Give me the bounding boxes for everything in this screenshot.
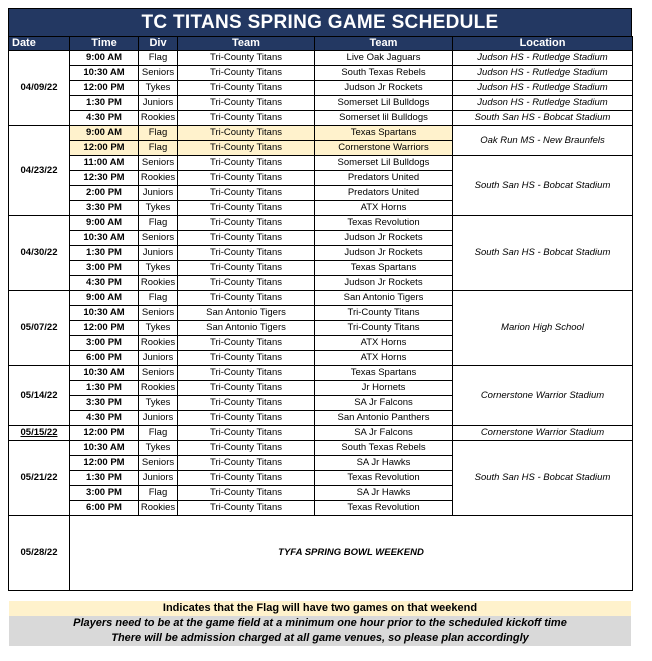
game-time: 1:30 PM: [70, 471, 139, 486]
team-home: Tri-County Titans: [178, 171, 315, 186]
bowl-date: 05/28/22: [9, 516, 70, 591]
team-away: Texas Revolution: [315, 471, 453, 486]
admission-note: There will be admission charged at all game venues, so please plan accordingly: [9, 631, 631, 646]
table-row: [9, 66, 633, 81]
team-home: Tri-County Titans: [178, 141, 315, 156]
game-division: Flag: [139, 486, 178, 501]
team-away: Somerset lil Bulldogs: [315, 111, 453, 126]
bowl-row: [9, 516, 633, 591]
game-division: Rookies: [139, 336, 178, 351]
game-date: 05/15/22: [9, 426, 70, 441]
game-division: Juniors: [139, 246, 178, 261]
team-away: Texas Revolution: [315, 501, 453, 516]
team-home: Tri-County Titans: [178, 291, 315, 306]
game-division: Flag: [139, 141, 178, 156]
team-away: ATX Horns: [315, 351, 453, 366]
team-away: Texas Spartans: [315, 366, 453, 381]
game-division: Rookies: [139, 501, 178, 516]
team-away: SA Jr Falcons: [315, 396, 453, 411]
header-div: Div: [139, 37, 178, 51]
game-division: Seniors: [139, 156, 178, 171]
table-row: [9, 366, 633, 381]
game-division: Flag: [139, 216, 178, 231]
game-time: 12:00 PM: [70, 321, 139, 336]
team-away: San Antonio Tigers: [315, 291, 453, 306]
game-location: Judson HS - Rutledge Stadium: [453, 96, 633, 111]
team-away: Cornerstone Warriors: [315, 141, 453, 156]
team-away: ATX Horns: [315, 201, 453, 216]
table-row: [9, 96, 633, 111]
game-time: 4:30 PM: [70, 276, 139, 291]
team-away: South Texas Rebels: [315, 66, 453, 81]
team-away: Judson Jr Rockets: [315, 276, 453, 291]
game-time: 3:30 PM: [70, 396, 139, 411]
game-time: 4:30 PM: [70, 111, 139, 126]
game-division: Rookies: [139, 276, 178, 291]
game-time: 10:30 AM: [70, 231, 139, 246]
arrival-note: Players need to be at the game field at a minimum one hour prior to the scheduled kickoff time: [9, 616, 631, 631]
game-division: Juniors: [139, 96, 178, 111]
team-home: Tri-County Titans: [178, 411, 315, 426]
team-home: Tri-County Titans: [178, 366, 315, 381]
table-row: [9, 51, 633, 66]
game-division: Tykes: [139, 396, 178, 411]
team-home: San Antonio Tigers: [178, 321, 315, 336]
team-home: Tri-County Titans: [178, 441, 315, 456]
team-away: San Antonio Panthers: [315, 411, 453, 426]
team-away: Texas Spartans: [315, 261, 453, 276]
schedule-sheet: [8, 8, 632, 591]
game-date: 05/14/22: [9, 366, 70, 426]
schedule-table: [8, 36, 633, 591]
game-time: 12:00 PM: [70, 81, 139, 96]
team-home: Tri-County Titans: [178, 186, 315, 201]
game-division: Rookies: [139, 111, 178, 126]
team-away: Texas Spartans: [315, 126, 453, 141]
team-home: Tri-County Titans: [178, 396, 315, 411]
game-time: 9:00 AM: [70, 51, 139, 66]
game-location: South San HS - Bobcat Stadium: [453, 111, 633, 126]
team-away: Tri-County Titans: [315, 306, 453, 321]
game-time: 12:00 PM: [70, 426, 139, 441]
game-time: 10:30 AM: [70, 441, 139, 456]
header-team-away: Team: [315, 37, 453, 51]
game-date: 05/21/22: [9, 441, 70, 516]
game-time: 12:30 PM: [70, 171, 139, 186]
game-division: Tykes: [139, 81, 178, 96]
team-away: Somerset Lil Bulldogs: [315, 156, 453, 171]
game-location: Cornerstone Warrior Stadium: [453, 366, 633, 426]
game-time: 9:00 AM: [70, 216, 139, 231]
game-time: 1:30 PM: [70, 96, 139, 111]
table-row: [9, 441, 633, 456]
table-row: [9, 126, 633, 141]
game-division: Tykes: [139, 321, 178, 336]
game-time: 9:00 AM: [70, 126, 139, 141]
game-division: Seniors: [139, 66, 178, 81]
team-away: SA Jr Hawks: [315, 486, 453, 501]
game-division: Flag: [139, 51, 178, 66]
game-location: Judson HS - Rutledge Stadium: [453, 51, 633, 66]
header-row: [9, 37, 633, 51]
game-date: 05/07/22: [9, 291, 70, 366]
header-time: Time: [70, 37, 139, 51]
highlight-note: Indicates that the Flag will have two games on that weekend: [9, 601, 631, 616]
game-division: Rookies: [139, 171, 178, 186]
team-away: Judson Jr Rockets: [315, 231, 453, 246]
team-away: SA Jr Hawks: [315, 456, 453, 471]
team-home: Tri-County Titans: [178, 471, 315, 486]
game-division: Juniors: [139, 471, 178, 486]
table-row: [9, 291, 633, 306]
header-location: Location: [453, 37, 633, 51]
team-home: Tri-County Titans: [178, 66, 315, 81]
team-home: Tri-County Titans: [178, 156, 315, 171]
game-location: South San HS - Bobcat Stadium: [453, 216, 633, 291]
schedule-title: TC TITANS SPRING GAME SCHEDULE: [8, 8, 632, 36]
team-home: Tri-County Titans: [178, 351, 315, 366]
game-division: Tykes: [139, 201, 178, 216]
team-away: Judson Jr Rockets: [315, 81, 453, 96]
game-time: 2:00 PM: [70, 186, 139, 201]
team-home: Tri-County Titans: [178, 231, 315, 246]
bowl-label: TYFA SPRING BOWL WEEKEND: [70, 516, 633, 591]
schedule-body: [9, 51, 633, 591]
team-away: Predators United: [315, 186, 453, 201]
table-row: [9, 156, 633, 171]
table-row: [9, 216, 633, 231]
game-location: Judson HS - Rutledge Stadium: [453, 81, 633, 96]
game-location: South San HS - Bobcat Stadium: [453, 156, 633, 216]
team-away: Jr Hornets: [315, 381, 453, 396]
notes-section: [9, 601, 631, 646]
game-time: 4:30 PM: [70, 411, 139, 426]
game-division: Tykes: [139, 441, 178, 456]
header-date: Date: [9, 37, 70, 51]
table-row: [9, 426, 633, 441]
team-home: Tri-County Titans: [178, 456, 315, 471]
game-division: Juniors: [139, 186, 178, 201]
header-team-home: Team: [178, 37, 315, 51]
game-division: Rookies: [139, 381, 178, 396]
team-home: Tri-County Titans: [178, 201, 315, 216]
game-location: South San HS - Bobcat Stadium: [453, 441, 633, 516]
game-time: 10:30 AM: [70, 306, 139, 321]
game-date: 04/23/22: [9, 126, 70, 216]
game-division: Seniors: [139, 366, 178, 381]
game-time: 1:30 PM: [70, 381, 139, 396]
team-away: Tri-County Titans: [315, 321, 453, 336]
game-time: 3:30 PM: [70, 201, 139, 216]
team-home: Tri-County Titans: [178, 246, 315, 261]
game-division: Flag: [139, 291, 178, 306]
team-home: Tri-County Titans: [178, 276, 315, 291]
team-home: Tri-County Titans: [178, 96, 315, 111]
table-row: [9, 81, 633, 96]
game-division: Flag: [139, 126, 178, 141]
team-home: Tri-County Titans: [178, 51, 315, 66]
team-away: Texas Revolution: [315, 216, 453, 231]
game-time: 12:00 PM: [70, 456, 139, 471]
game-time: 6:00 PM: [70, 351, 139, 366]
game-date: 04/09/22: [9, 51, 70, 126]
team-home: Tri-County Titans: [178, 501, 315, 516]
team-away: Predators United: [315, 171, 453, 186]
game-time: 12:00 PM: [70, 141, 139, 156]
game-time: 11:00 AM: [70, 156, 139, 171]
team-home: Tri-County Titans: [178, 486, 315, 501]
game-division: Tykes: [139, 261, 178, 276]
team-home: Tri-County Titans: [178, 126, 315, 141]
game-time: 9:00 AM: [70, 291, 139, 306]
team-home: San Antonio Tigers: [178, 306, 315, 321]
game-division: Juniors: [139, 411, 178, 426]
team-away: Somerset Lil Bulldogs: [315, 96, 453, 111]
game-time: 3:00 PM: [70, 486, 139, 501]
game-location: Oak Run MS - New Braunfels: [453, 126, 633, 156]
team-away: ATX Horns: [315, 336, 453, 351]
table-row: [9, 111, 633, 126]
game-division: Seniors: [139, 231, 178, 246]
game-time: 3:00 PM: [70, 336, 139, 351]
game-location: Marion High School: [453, 291, 633, 366]
team-home: Tri-County Titans: [178, 426, 315, 441]
team-home: Tri-County Titans: [178, 216, 315, 231]
team-home: Tri-County Titans: [178, 81, 315, 96]
game-time: 3:00 PM: [70, 261, 139, 276]
team-away: Judson Jr Rockets: [315, 246, 453, 261]
game-division: Juniors: [139, 351, 178, 366]
game-location: Judson HS - Rutledge Stadium: [453, 66, 633, 81]
game-time: 6:00 PM: [70, 501, 139, 516]
game-time: 10:30 AM: [70, 366, 139, 381]
team-away: South Texas Rebels: [315, 441, 453, 456]
team-home: Tri-County Titans: [178, 381, 315, 396]
game-time: 10:30 AM: [70, 66, 139, 81]
game-date: 04/30/22: [9, 216, 70, 291]
game-location: Cornerstone Warrior Stadium: [453, 426, 633, 441]
team-home: Tri-County Titans: [178, 336, 315, 351]
team-away: Live Oak Jaguars: [315, 51, 453, 66]
team-home: Tri-County Titans: [178, 111, 315, 126]
game-division: Flag: [139, 426, 178, 441]
game-division: Seniors: [139, 306, 178, 321]
team-away: SA Jr Falcons: [315, 426, 453, 441]
game-division: Seniors: [139, 456, 178, 471]
game-time: 1:30 PM: [70, 246, 139, 261]
team-home: Tri-County Titans: [178, 261, 315, 276]
